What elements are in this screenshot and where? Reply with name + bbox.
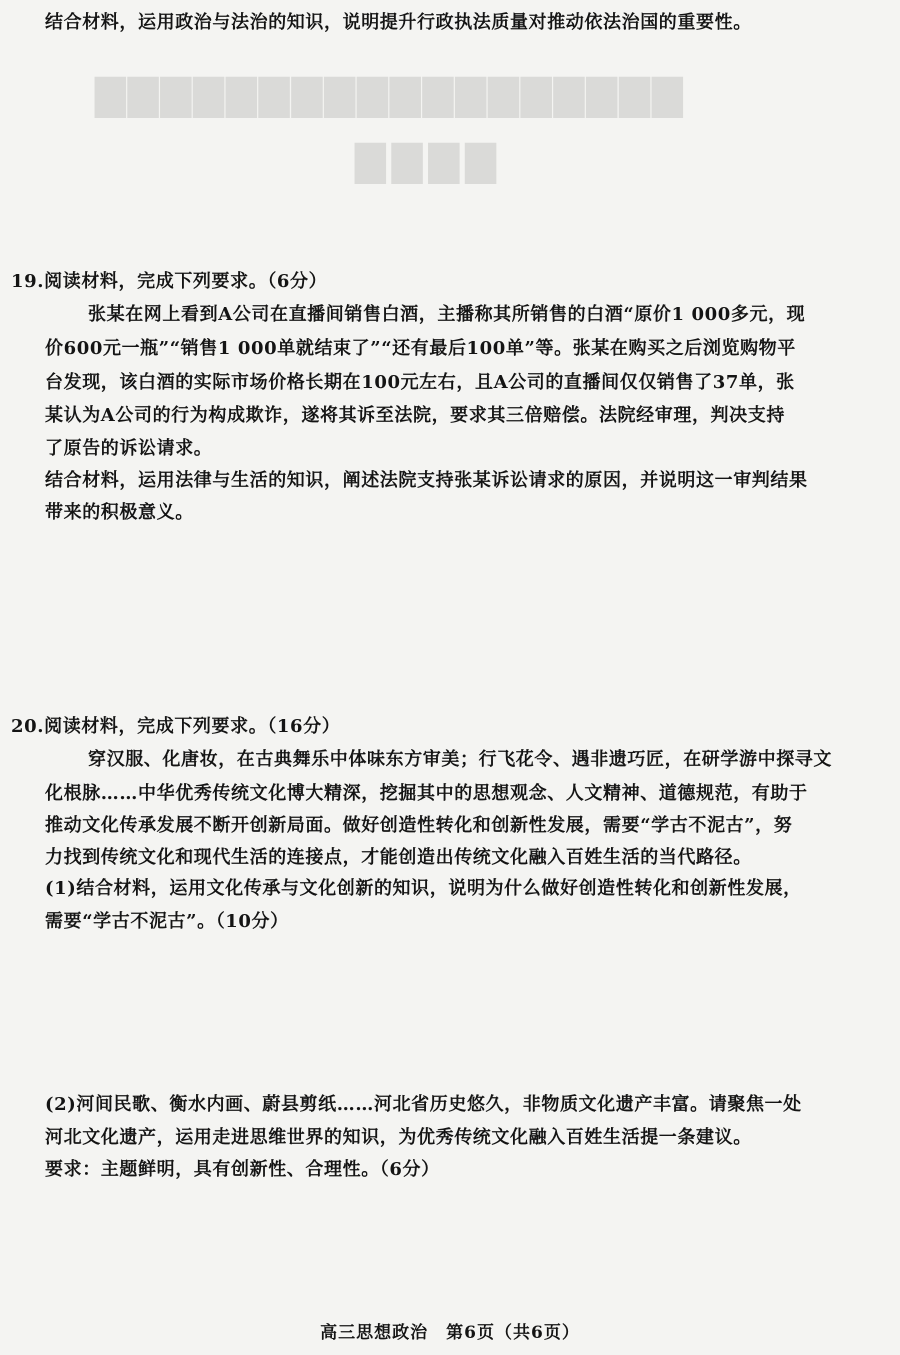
- q19-material-line: 价600元一瓶”“销售1 000单就结束了”“还有最后100单”等。张某在购买之后浏览购物平: [45, 338, 796, 359]
- q20-header: 20.阅读材料，完成下列要求。（16分）: [11, 716, 341, 737]
- q20-part2-requirement: 要求：主题鲜明，具有创新性、合理性。（6分）: [45, 1159, 440, 1180]
- q19-material-line: 了原告的诉讼请求。: [45, 438, 213, 459]
- q20-material-line: 力找到传统文化和现代生活的连接点，才能创造出传统文化融入百姓生活的当代路径。: [45, 847, 752, 868]
- show-through-text: ▇▇▇▇▇▇▇▇▇▇▇▇▇▇▇▇▇▇: [95, 72, 685, 118]
- previous-question-prompt: 结合材料，运用政治与法治的知识，说明提升行政执法质量对推动依法治国的重要性。: [45, 12, 752, 33]
- q19-material-line: 台发现，该白酒的实际市场价格长期在100元左右，且A公司的直播间仅仅销售了37单，张: [45, 372, 795, 393]
- q20-part2-line: (2)河间民歌、衡水内画、蔚县剪纸……河北省历史悠久，非物质文化遗产丰富。请聚焦一处: [45, 1094, 802, 1115]
- q20-material-line: 推动文化传承发展不断开创新局面。做好创造性转化和创新性发展，需要“学古不泥古”，努: [45, 815, 793, 836]
- q19-material-line: 张某在网上看到A公司在直播间销售白酒，主播称其所销售的白酒“原价1 000多元，现: [88, 304, 806, 325]
- q20-part1-line: 需要“学古不泥古”。（10分）: [45, 911, 289, 932]
- show-through-text: ▇▇▇▇: [355, 138, 503, 184]
- q20-material-line: 化根脉……中华优秀传统文化博大精深，挖掘其中的思想观念、人文精神、道德规范，有助于: [45, 783, 808, 804]
- q20-part1-line: (1)结合材料，运用文化传承与文化创新的知识，说明为什么做好创造性转化和创新性发展，: [45, 878, 802, 899]
- page-footer: 高三思想政治 第6页（共6页）: [320, 1323, 580, 1343]
- q19-question-line: 带来的积极意义。: [45, 502, 194, 523]
- q19-header: 19.阅读材料，完成下列要求。（6分）: [11, 271, 328, 292]
- q20-part2-line: 河北文化遗产，运用走进思维世界的知识，为优秀传统文化融入百姓生活提一条建议。: [45, 1127, 752, 1148]
- q19-material-line: 某认为A公司的行为构成欺诈，遂将其诉至法院，要求其三倍赔偿。法院经审理，判决支持: [45, 405, 785, 426]
- q19-question-line: 结合材料，运用法律与生活的知识，阐述法院支持张某诉讼请求的原因，并说明这一审判结果: [45, 470, 808, 491]
- q20-material-line: 穿汉服、化唐妆，在古典舞乐中体味东方审美；行飞花令、遇非遗巧匠，在研学游中探寻文: [88, 749, 832, 770]
